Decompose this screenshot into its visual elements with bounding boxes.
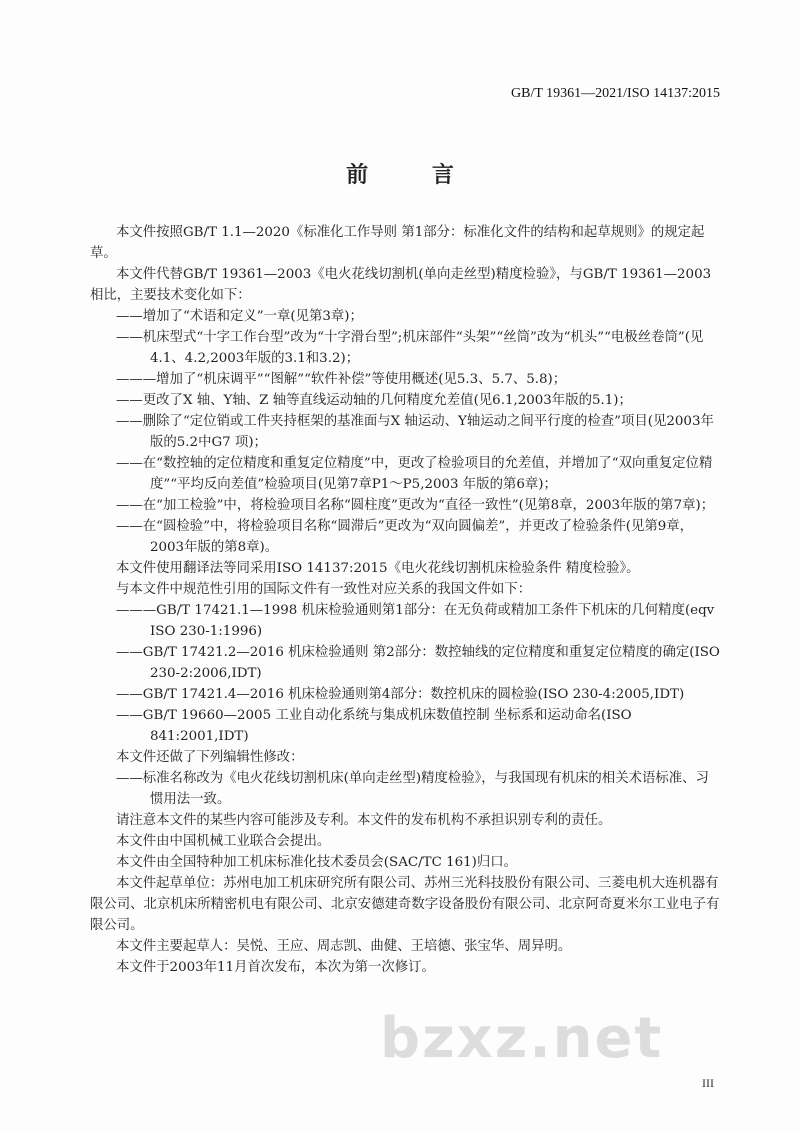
page-number: III — [702, 1076, 714, 1090]
change-item: ——机床型式“十字工作台型”改为“十字滑台型”;机床部件“头架”“丝筒”改为“机头”“电极丝卷筒”(见4.1、4.2,2003年版的3.1和3.2)； — [116, 330, 704, 366]
watermark: bzxz.net — [380, 1006, 664, 1071]
change-item: ——在“数控轴的定位精度和重复定位精度”中，更改了检验项目的允差值，并增加了“双向重复定位精度”“平均反向差值”检验项目(见第7章P1～P5,2003 年版的第6章)； — [116, 456, 713, 492]
change-item: ———增加了“机床调平”“图解”“软件补偿”等使用概述(见5.3、5.7、5.8)； — [116, 372, 567, 387]
change-item: ——更改了X 轴、Y轴、Z 轴等直线运动轴的几何精度允差值(见6.1,2003年版的5.1)； — [116, 393, 632, 408]
paragraph-reference-intro: 与本文件中规范性引用的国际文件有一致性对应关系的我国文件如下： — [116, 582, 532, 597]
editorial-item: ——标准名称改为《电火花线切割机床(单向走丝型)精度检验》，与我国现有机床的相关术语标准、习惯用法一致。 — [116, 771, 709, 807]
paragraph-patent-notice: 请注意本文件的某些内容可能涉及专利。本文件的发布机构不承担识别专利的责任。 — [116, 813, 612, 828]
paragraph-adoption: 本文件使用翻译法等同采用ISO 14137:2015《电火花线切割机床检验条件 精度检验》。 — [116, 561, 640, 576]
change-item: ——在“圆检验”中，将检验项目名称“圆滞后”更改为“双向圆偏差”，并更改了检验条件(见第9章，2003年版的第8章)。 — [116, 519, 694, 555]
standard-code: GB/T 19361—2021/ISO 14137:2015 — [511, 86, 720, 101]
reference-item: ——GB/T 19660—2005 工业自动化系统与集成机床数值控制 坐标系和运动命名(ISO 841:2001,IDT) — [116, 708, 632, 744]
paragraph-drafting-units: 本文件起草单位：苏州电加工机床研究所有限公司、苏州三光科技股份有限公司、三菱电机大连机器有限公司、北京机床所精密机电有限公司、北京安德建奇数字设备股份有限公司、北京阿奇夏米尔工业电子有限公司。 — [90, 876, 720, 933]
paragraph-drafting-rules: 本文件按照GB/T 1.1—2020《标准化工作导则 第1部分：标准化文件的结构和起草规则》的规定起草。 — [90, 225, 705, 261]
reference-item: ——GB/T 17421.4—2016 机床检验通则第4部分：数控机床的圆检验(ISO 230-4:2005,IDT) — [116, 687, 685, 702]
page-title: 前 言 — [346, 163, 482, 188]
paragraph-drafters: 本文件主要起草人：吴悦、王应、周志凯、曲健、王培德、张宝华、周异明。 — [116, 939, 572, 954]
reference-item: ———GB/T 17421.1—1998 机床检验通则第1部分：在无负荷或精加工条件下机床的几何精度(eqv ISO 230-1:1996) — [116, 603, 715, 639]
change-item: ——增加了“术语和定义”一章(见第3章)； — [116, 309, 363, 324]
paragraph-replaces: 本文件代替GB/T 19361—2003《电火花线切割机(单向走丝型)精度检验》，与GB/T 19361—2003相比，主要技术变化如下： — [90, 267, 712, 303]
foreword-body — [90, 222, 720, 978]
paragraph-editorial-intro: 本文件还做了下列编辑性修改： — [116, 750, 304, 765]
change-item: ——删除了“定位销或工件夹持框架的基准面与X 轴运动、Y轴运动之间平行度的检查”项目(见2003年版的5.2中G7 项)； — [116, 414, 714, 450]
paragraph-centralized-by: 本文件由全国特种加工机床标准化技术委员会(SAC/TC 161)归口。 — [116, 855, 518, 870]
change-item: ——在“加工检验”中，将检验项目名称“圆柱度”更改为“直径一致性”(见第8章，2003年版的第7章)； — [116, 498, 715, 513]
reference-item: ——GB/T 17421.2—2016 机床检验通则 第2部分：数控轴线的定位精度和重复定位精度的确定(ISO 230-2:2006,IDT) — [116, 645, 720, 681]
paragraph-history: 本文件于2003年11月首次发布，本次为第一次修订。 — [116, 960, 435, 975]
paragraph-proposed-by: 本文件由中国机械工业联合会提出。 — [116, 834, 331, 849]
